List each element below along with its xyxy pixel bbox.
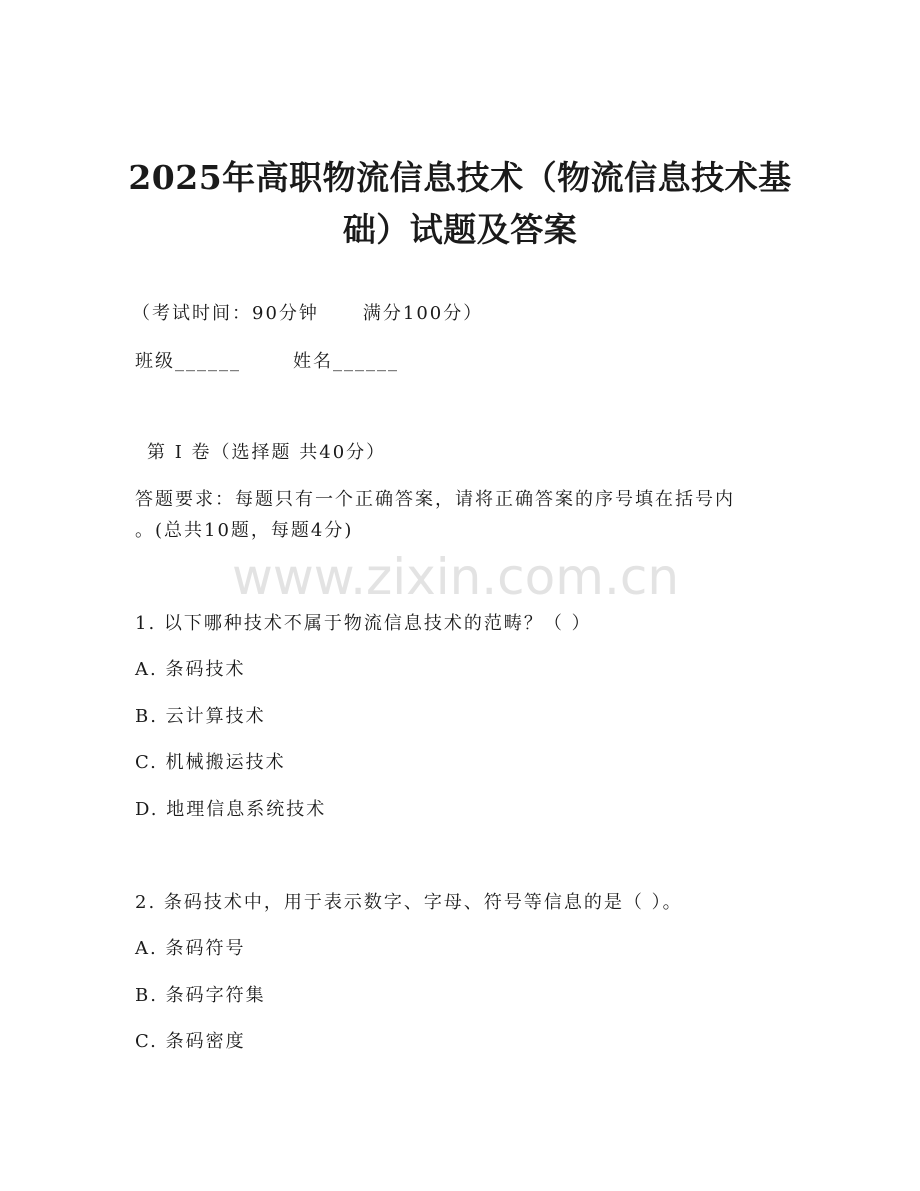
question-2-option-a: A. 条码符号 bbox=[135, 938, 246, 959]
instructions-line-2: 。(总共10题，每题4分) bbox=[135, 520, 354, 541]
watermark: www.zixin.com.cn bbox=[232, 548, 680, 606]
question-1-option-a: A. 条码技术 bbox=[135, 659, 246, 680]
question-1-option-c: C. 机械搬运技术 bbox=[135, 752, 286, 773]
question-2-option-c: C. 条码密度 bbox=[135, 1031, 246, 1052]
class-field-label: 班级______ bbox=[135, 351, 241, 372]
question-1-option-d: D. 地理信息系统技术 bbox=[135, 799, 327, 820]
question-1-option-b: B. 云计算技术 bbox=[135, 706, 266, 727]
page-title bbox=[120, 152, 800, 256]
question-2-stem: 2. 条码技术中，用于表示数字、字母、符号等信息的是（ ）。 bbox=[135, 892, 683, 913]
student-info bbox=[135, 350, 399, 374]
title-line-2: 础）试题及答案 bbox=[342, 210, 578, 249]
instructions-line-1: 答题要求：每题只有一个正确答案，请将正确答案的序号填在括号内 bbox=[135, 489, 735, 510]
exam-time: （考试时间：90分钟 bbox=[132, 303, 319, 324]
name-field-label: 姓名______ bbox=[293, 351, 399, 372]
title-line-1: 2025年高职物流信息技术（物流信息技术基 bbox=[128, 158, 792, 197]
exam-info bbox=[132, 302, 483, 326]
section-title: 第 I 卷（选择题 共40分） bbox=[147, 442, 387, 463]
exam-score: 满分100分） bbox=[362, 303, 484, 324]
question-1-stem: 1. 以下哪种技术不属于物流信息技术的范畴？（ ） bbox=[135, 613, 592, 634]
question-2-option-b: B. 条码字符集 bbox=[135, 985, 266, 1006]
